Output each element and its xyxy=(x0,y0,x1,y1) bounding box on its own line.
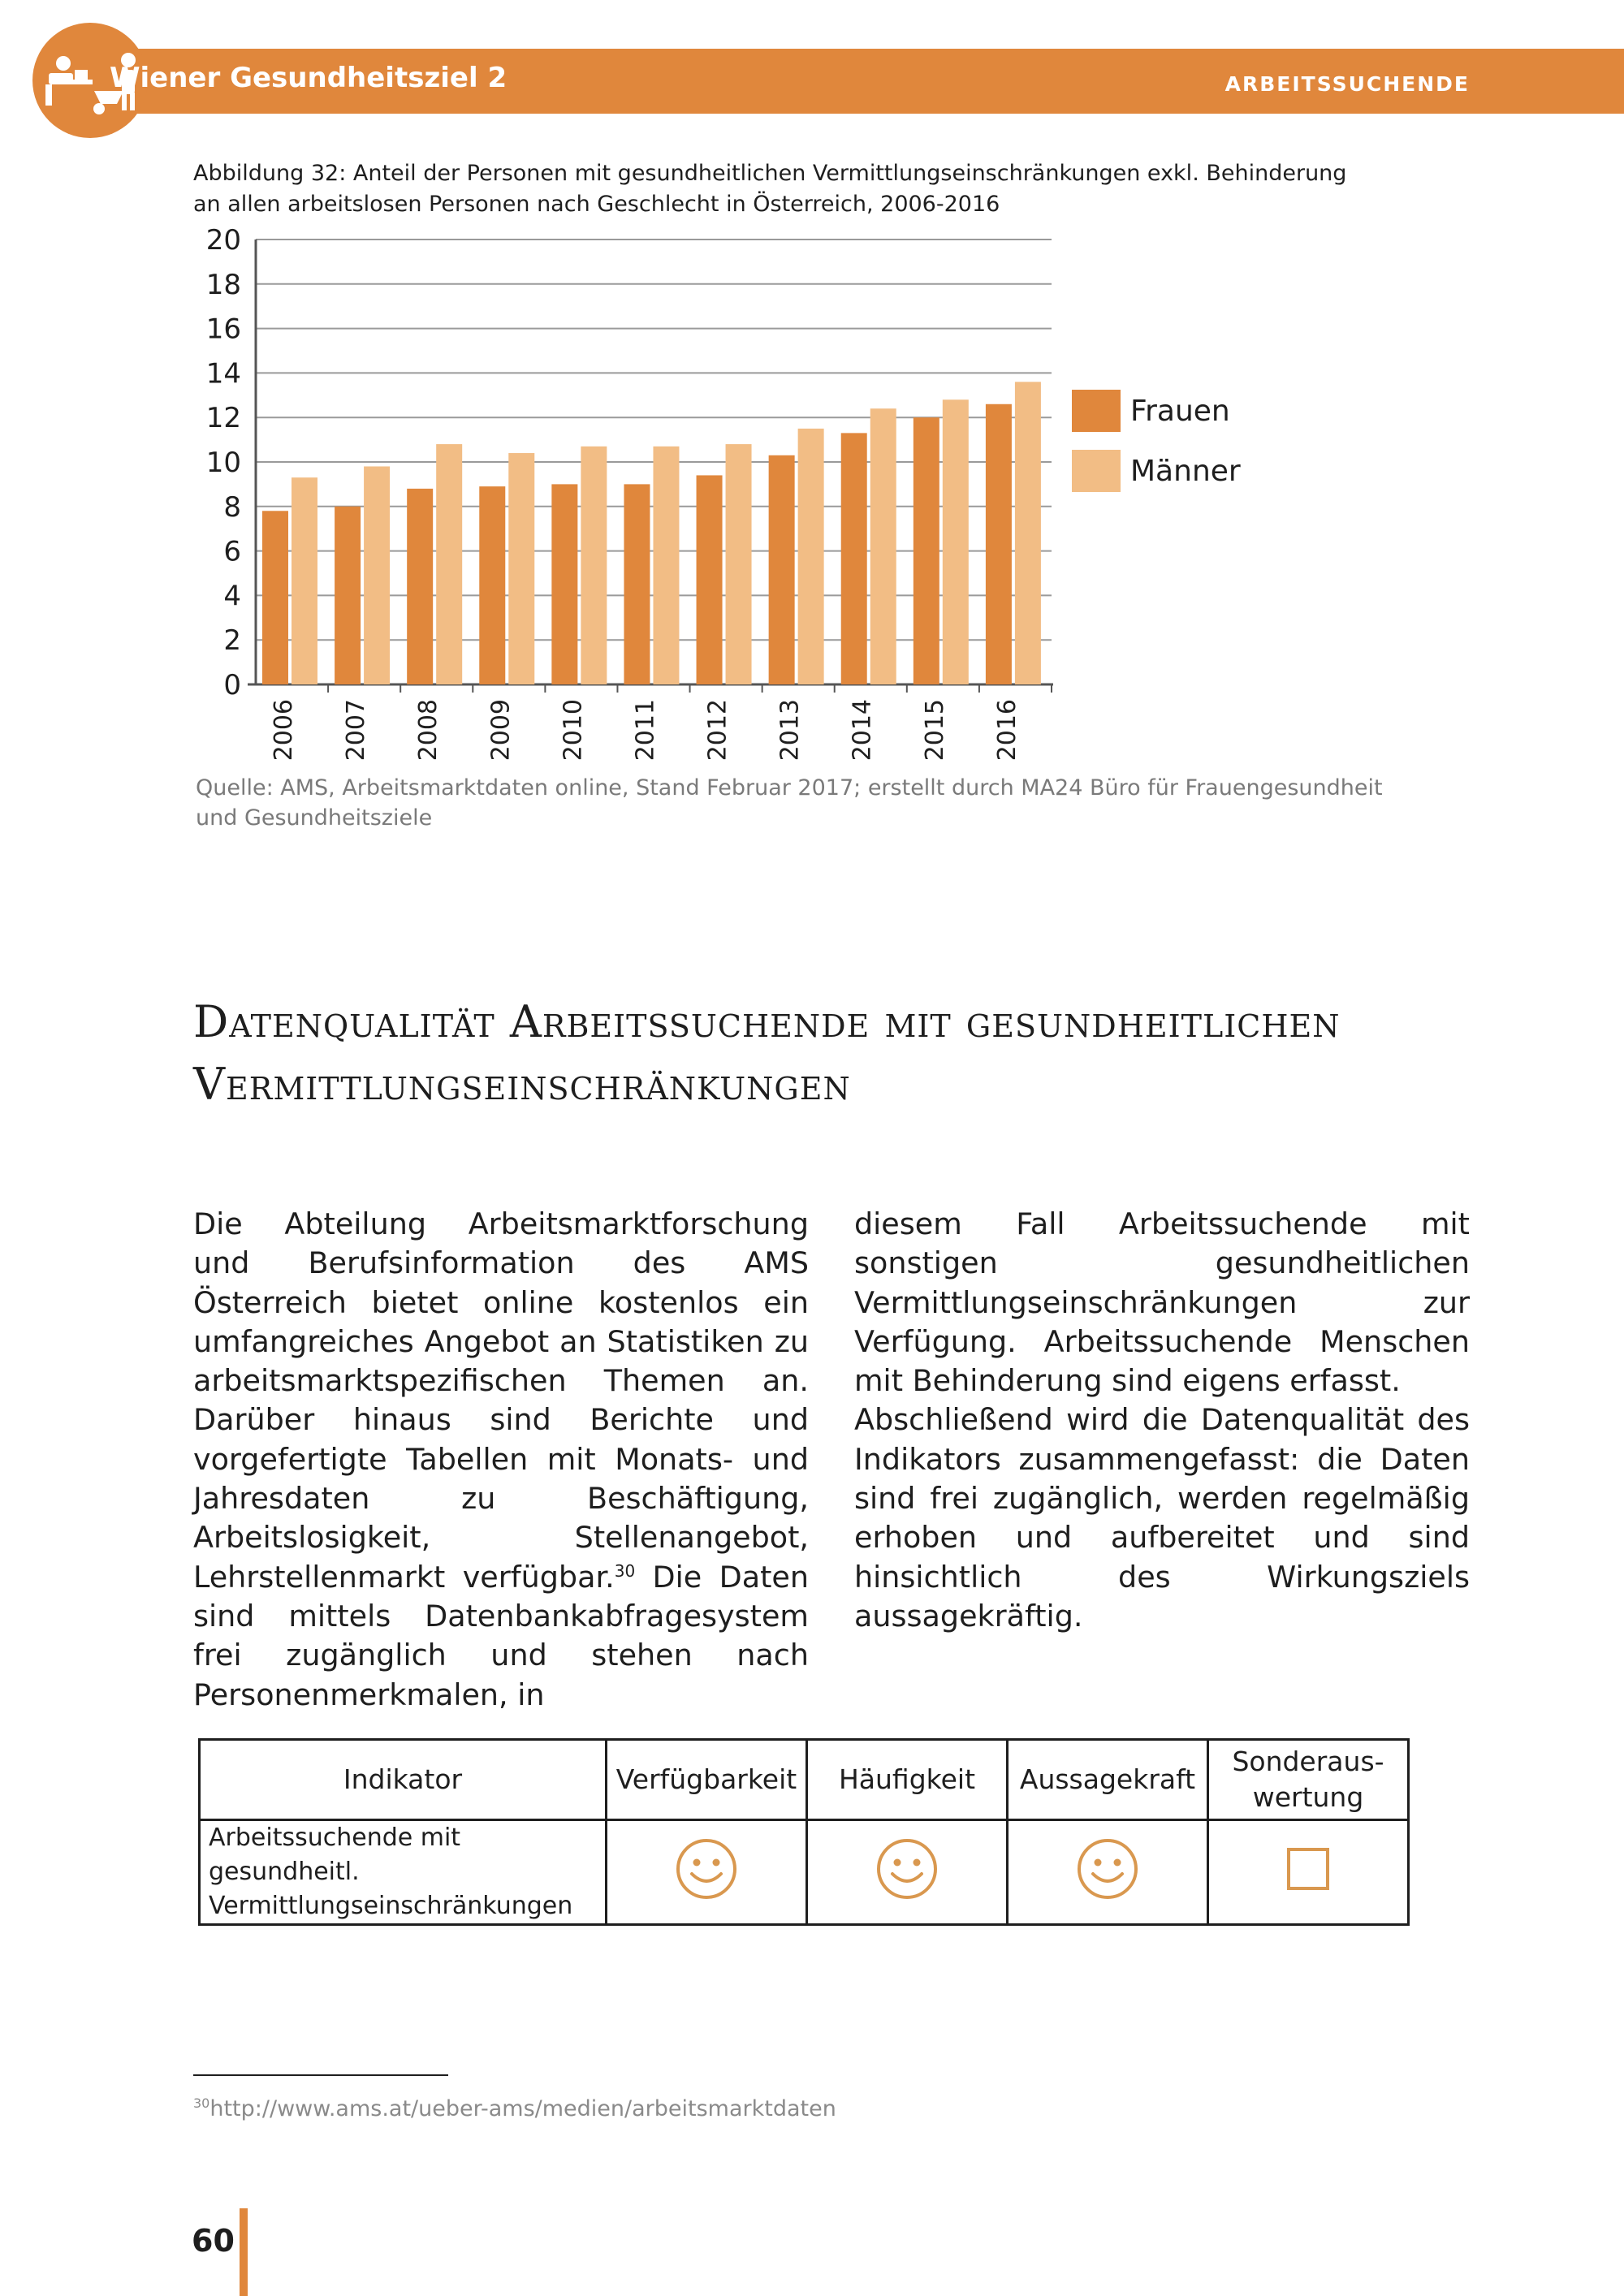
bar-frauen-2010 xyxy=(551,484,577,684)
x-tick-label: 2010 xyxy=(559,699,588,762)
header-sonder-line-1: Sonderaus- xyxy=(1232,1746,1384,1777)
bar-mnner-2013 xyxy=(798,429,824,684)
section-heading-line-2: Vermittlungseinschränkungen xyxy=(193,1059,851,1110)
cell-verfuegbarkeit xyxy=(607,1820,807,1925)
header-verfuegbarkeit: Verfügbarkeit xyxy=(607,1740,807,1820)
bar-frauen-2015 xyxy=(914,417,939,684)
bar-frauen-2014 xyxy=(841,433,867,684)
footnote-ref[interactable]: 30 xyxy=(614,1560,636,1581)
legend-swatch-frauen xyxy=(1072,390,1121,432)
bar-mnner-2006 xyxy=(292,477,317,684)
indicator-table xyxy=(198,1738,1410,1926)
bar-frauen-2009 xyxy=(479,486,505,684)
x-tick-label: 2008 xyxy=(414,699,443,762)
x-tick-label: 2009 xyxy=(486,699,516,762)
x-tick-label: 2016 xyxy=(992,699,1021,762)
y-tick-label: 6 xyxy=(223,535,241,568)
header-indikator: Indikator xyxy=(200,1740,607,1820)
bar-mnner-2016 xyxy=(1015,382,1041,684)
x-tick-label: 2006 xyxy=(270,699,298,762)
y-tick-label: 0 xyxy=(223,669,241,701)
smiley-icon xyxy=(1075,1836,1140,1901)
smiley-icon xyxy=(674,1836,739,1901)
bar-frauen-2006 xyxy=(262,511,288,684)
section-heading-line-1: Datenqualität Arbeitssuchende mit gesundheitlichen xyxy=(193,996,1341,1047)
figure-caption xyxy=(193,158,1395,220)
bar-frauen-2008 xyxy=(407,489,433,684)
bar-frauen-2011 xyxy=(624,484,650,684)
bar-frauen-2012 xyxy=(697,475,723,684)
header-section-label: ARBEITSSUCHENDE xyxy=(1224,72,1470,96)
row-label-line-2: Vermittlungseinschränkungen xyxy=(209,1892,573,1920)
page-number: 60 xyxy=(192,2223,235,2259)
header-haeufigkeit: Häufigkeit xyxy=(807,1740,1008,1820)
figure-caption-line-2: an allen arbeitslosen Personen nach Geschlecht in Österreich, 2006-2016 xyxy=(193,192,1000,217)
cell-haeufigkeit xyxy=(807,1820,1008,1925)
x-tick-label: 2013 xyxy=(775,699,805,762)
figure-source: Quelle: AMS, Arbeitsmarktdaten online, Stand Februar 2017; erstellt durch MA24 Büro für Frauengesundheit und Gesundheitsziele xyxy=(196,775,1383,831)
header-title: Wiener Gesundheitsziel 2 xyxy=(110,62,508,94)
bar-mnner-2014 xyxy=(870,408,896,684)
x-tick-label: 2012 xyxy=(703,699,732,762)
body-column-left xyxy=(193,1205,809,1715)
bar-mnner-2009 xyxy=(508,453,534,684)
bar-frauen-2007 xyxy=(335,507,361,684)
y-tick-label: 4 xyxy=(223,580,241,613)
page-number-bar xyxy=(240,2208,248,2296)
x-tick-label: 2007 xyxy=(342,699,371,762)
bar-mnner-2010 xyxy=(581,447,607,684)
y-tick-label: 2 xyxy=(223,624,241,658)
bar-mnner-2007 xyxy=(364,466,390,684)
body-text-left-cont: Die Daten sind mittels Datenbankabfragesystem frei zugänglich und stehen nach Personenmerkmalen, in xyxy=(193,1559,810,1712)
body-paragraph-right-1: diesem Fall Arbeitssuchende mit sonstigen gesundheitlichen Vermittlungseinschränkungen zur Verfügung. Arbeitssuchende Menschen mit Behinderung sind eigens erfasst. xyxy=(854,1206,1470,1399)
body-text-left: Die Abteilung Arbeitsmarktforschung und Berufsinformation des AMS Österreich bietet online kostenlos ein umfangreiches Angebot an Statistiken zu arbeitsmarktspezifischen Themen an. Darüber hinaus sind Berichte und vorgefertigte Tabellen mit Monats- und Jahresdaten zu Beschäftigung, Arbeitslosigkeit, Stellenangebot, Lehrstellenmarkt verfügbar. xyxy=(193,1206,809,1595)
y-tick-label: 10 xyxy=(205,447,241,479)
bar-frauen-2016 xyxy=(986,404,1012,684)
y-tick-label: 20 xyxy=(205,224,241,257)
empty-square-icon xyxy=(1284,1845,1332,1893)
y-tick-label: 18 xyxy=(205,268,241,301)
bar-mnner-2012 xyxy=(726,444,752,684)
bar-mnner-2008 xyxy=(436,444,462,684)
row-label-line-1: Arbeitssuchende mit gesundheitl. xyxy=(209,1823,461,1886)
table-row xyxy=(200,1820,1409,1925)
x-tick-label: 2014 xyxy=(848,699,877,762)
footnote-rule xyxy=(193,2074,448,2076)
y-tick-label: 8 xyxy=(223,490,241,524)
body-paragraph-right-2: Abschließend wird die Datenqualität des Indikators zusammengefasst: die Daten sind frei zugänglich, werden regelmäßig erhoben und aufbereitet und sind hinsichtlich des Wirkungsziels aussagekräftig. xyxy=(854,1402,1470,1634)
bar-frauen-2013 xyxy=(769,455,795,684)
cell-sonderauswertung xyxy=(1208,1820,1409,1925)
figure-caption-line-1: Abbildung 32: Anteil der Personen mit gesundheitlichen Vermittlungseinschränkungen exkl. Behinderung xyxy=(193,161,1347,186)
cell-aussagekraft xyxy=(1008,1820,1208,1925)
footnote xyxy=(193,2096,836,2121)
legend-swatch-mnner xyxy=(1072,450,1121,492)
footnote-number: 30 xyxy=(193,2095,210,2111)
bar-mnner-2015 xyxy=(943,399,969,684)
body-column-right xyxy=(854,1205,1470,1636)
legend-label: Frauen xyxy=(1130,395,1230,428)
y-tick-label: 16 xyxy=(205,313,241,346)
x-tick-label: 2015 xyxy=(920,699,949,762)
table-header-row xyxy=(200,1740,1409,1820)
header-aussagekraft: Aussagekraft xyxy=(1008,1740,1208,1820)
y-tick-label: 14 xyxy=(205,357,241,391)
x-tick-label: 2011 xyxy=(631,699,660,762)
legend-label: Männer xyxy=(1130,455,1241,488)
bar-chart xyxy=(187,215,1324,775)
header-sonder-line-2: wertung xyxy=(1252,1781,1364,1813)
y-tick-label: 12 xyxy=(205,402,241,435)
footnote-link[interactable]: http://www.ams.at/ueber-ams/medien/arbeitsmarktdaten xyxy=(209,2096,836,2121)
row-label xyxy=(200,1820,607,1925)
section-heading xyxy=(193,990,1460,1116)
bar-mnner-2011 xyxy=(653,447,679,684)
body-paragraph-left xyxy=(193,1205,809,1715)
header-sonderauswertung xyxy=(1208,1740,1409,1820)
smiley-icon xyxy=(875,1836,939,1901)
